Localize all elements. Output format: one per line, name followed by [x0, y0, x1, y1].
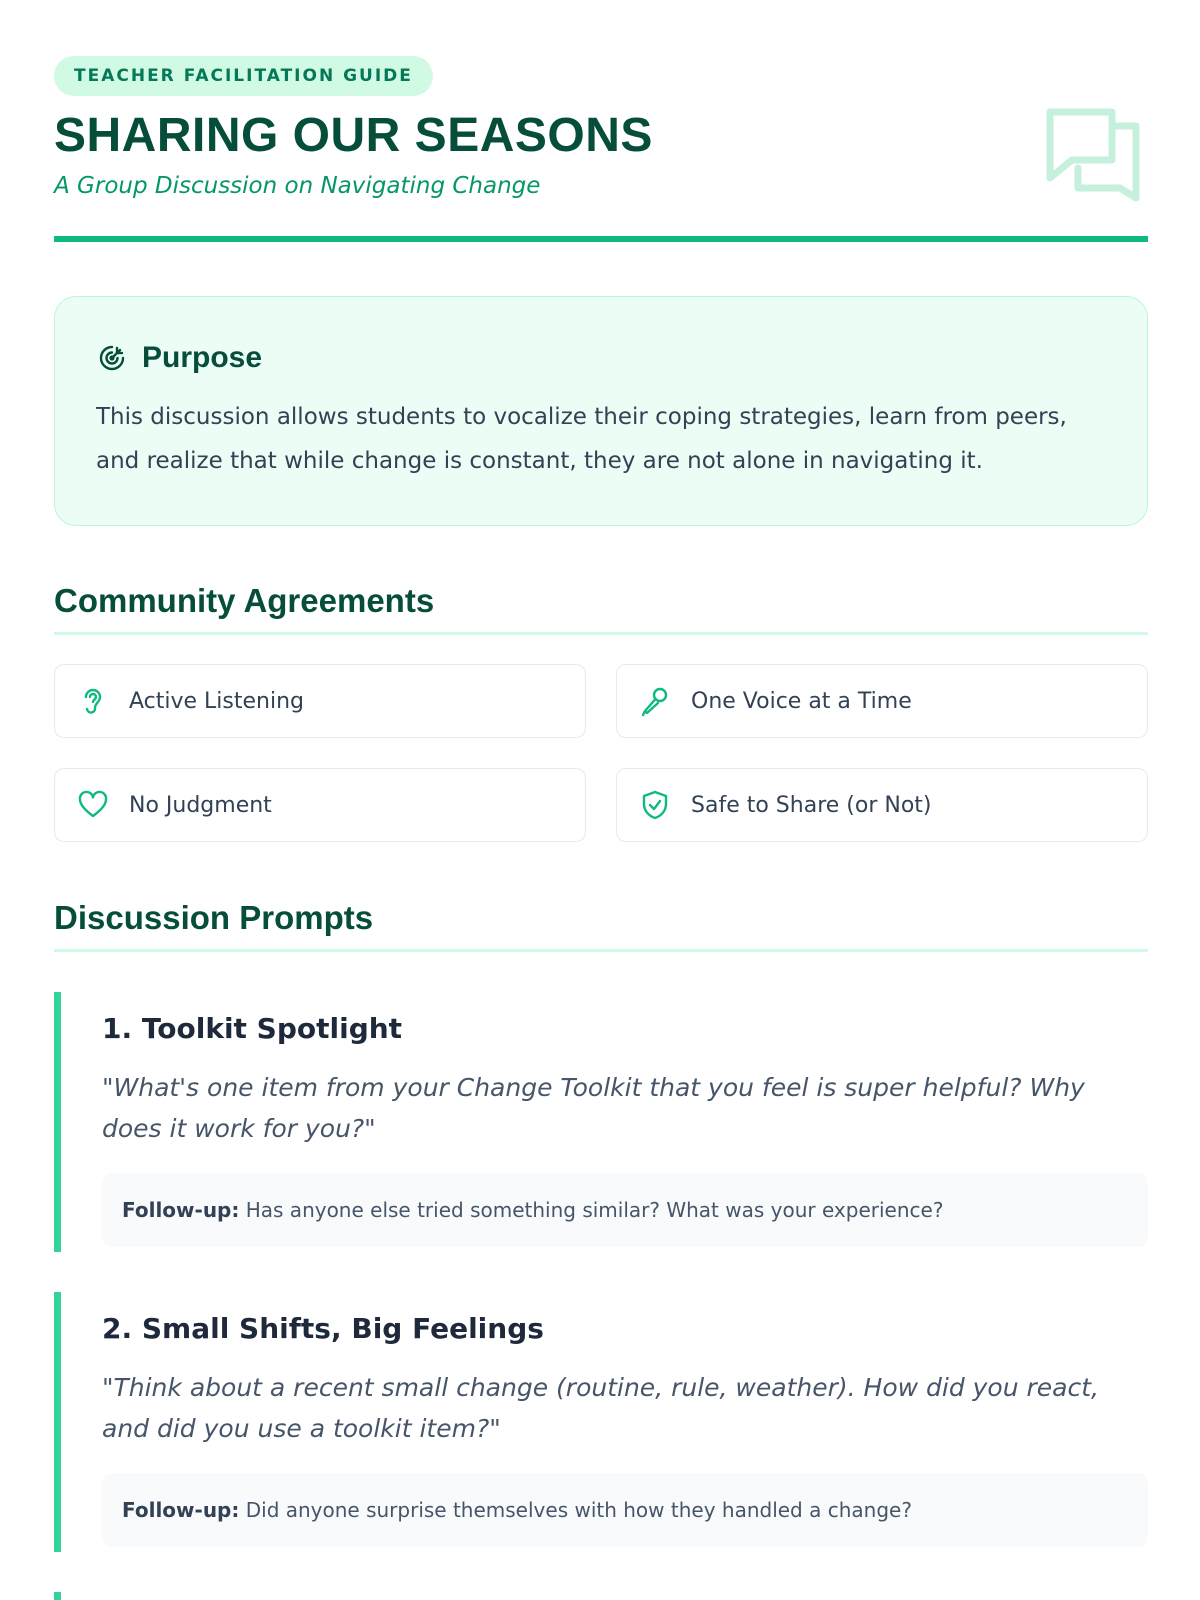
prompt-title: 1. Toolkit Spotlight: [102, 1012, 403, 1045]
target-icon: [96, 342, 128, 374]
follow-up-label: Follow-up:: [122, 1198, 240, 1222]
purpose-text: This discussion allows students to vocalize their coping strategies, learn from peers, and realize that while change is constant, they are not alone in navigating it.: [96, 404, 1067, 474]
prompts-divider: [54, 949, 1148, 952]
agreement-label: Safe to Share (or Not): [691, 792, 932, 818]
follow-up-text: Did anyone surprise themselves with how they handled a change?: [245, 1498, 912, 1522]
discussion-prompt: [54, 992, 1148, 1252]
purpose-card: [54, 296, 1148, 526]
agreement-label: One Voice at a Time: [691, 688, 912, 714]
prompt-question: "What's one item from your Change Toolkit that you feel is super helpful? Why does it work for you?": [102, 1073, 1085, 1143]
agreements-heading: Community Agreements: [54, 582, 435, 619]
discussion-prompt-partial: [54, 1592, 1148, 1600]
agreement-card: [616, 664, 1148, 738]
shield-check-icon: [639, 789, 671, 821]
agreement-label: Active Listening: [129, 688, 305, 714]
agreement-card: [616, 768, 1148, 842]
follow-up-text: Has anyone else tried something similar? What was your experience?: [245, 1198, 944, 1222]
prompt-question: "Think about a recent small change (routine, rule, weather). How did you react, and did you use a toolkit item?": [102, 1373, 1099, 1443]
chat-bubbles-icon: [1042, 104, 1146, 208]
purpose-title: Purpose: [142, 341, 263, 374]
follow-up-box: [102, 1473, 1148, 1547]
agreements-divider: [54, 632, 1148, 635]
ear-icon: [77, 685, 109, 717]
page-subtitle: A Group Discussion on Navigating Change: [54, 173, 541, 199]
page-title: SHARING OUR SEASONS: [54, 109, 653, 162]
guide-badge: TEACHER FACILITATION GUIDE: [54, 56, 433, 96]
discussion-prompt: [54, 1292, 1148, 1552]
follow-up-label: Follow-up:: [122, 1498, 240, 1522]
follow-up-box: [102, 1173, 1148, 1247]
heart-icon: [77, 789, 109, 821]
prompt-title: 2. Small Shifts, Big Feelings: [102, 1312, 544, 1345]
header-divider: [54, 236, 1148, 242]
agreement-card: [54, 664, 586, 738]
agreement-card: [54, 768, 586, 842]
microphone-icon: [639, 685, 671, 717]
agreement-label: No Judgment: [129, 792, 272, 818]
prompts-heading: Discussion Prompts: [54, 899, 374, 936]
purpose-header: [96, 339, 1107, 377]
